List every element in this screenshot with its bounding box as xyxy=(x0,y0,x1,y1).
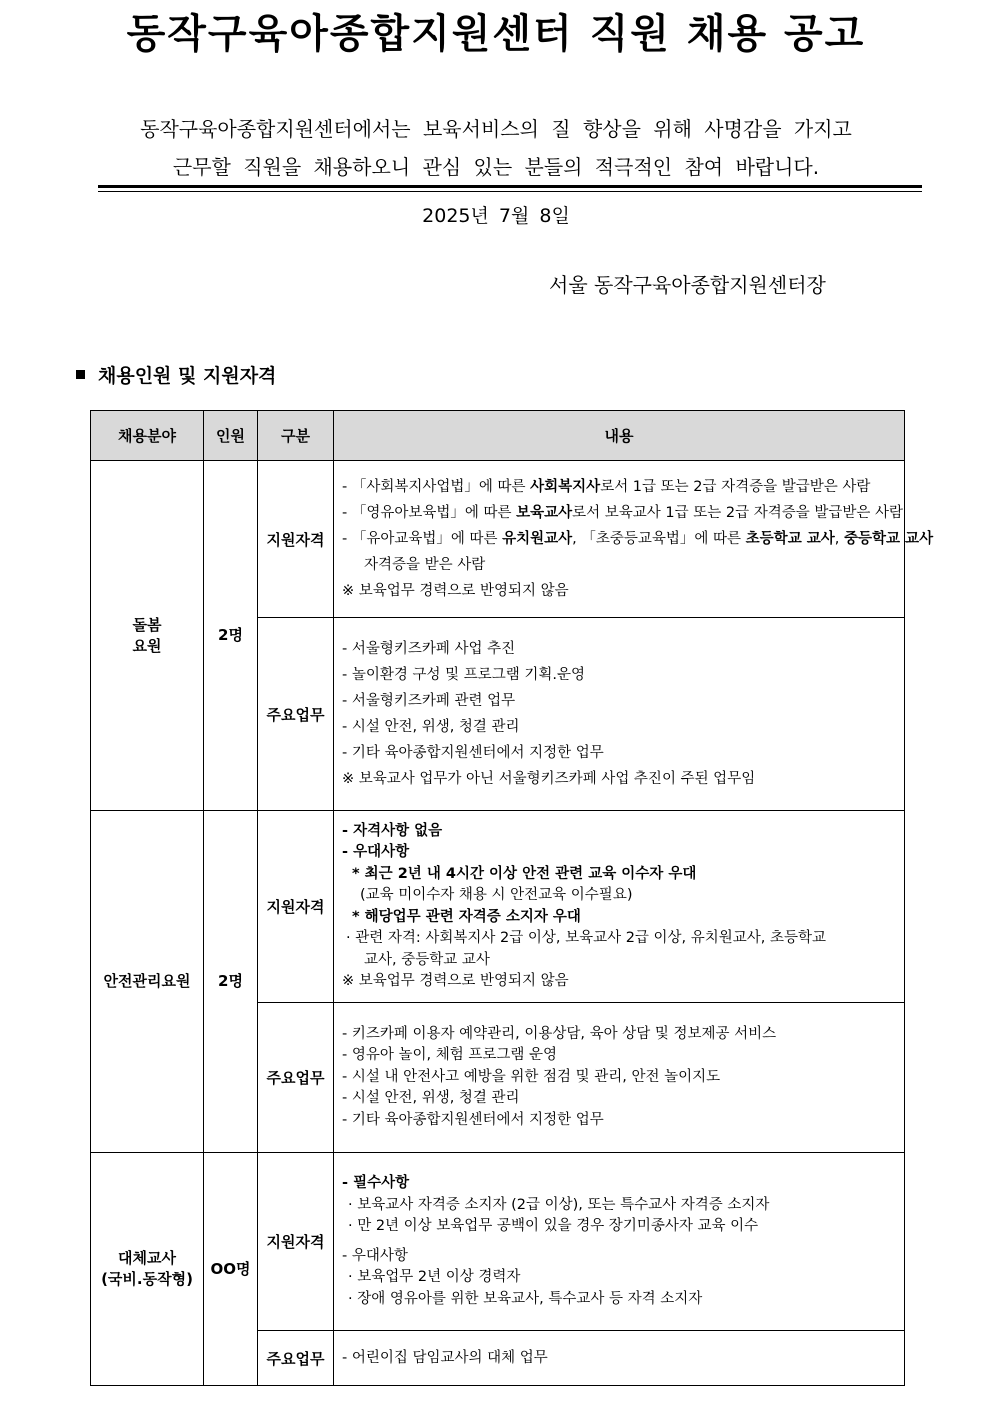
divider-thin xyxy=(98,191,922,192)
duties-content xyxy=(334,618,905,811)
category-cell: 주요업무 xyxy=(258,1331,334,1386)
square-bullet-icon xyxy=(76,370,85,379)
table-header-row xyxy=(91,411,905,461)
header-count: 인원 xyxy=(204,411,258,461)
category-cell: 주요업무 xyxy=(258,1003,334,1153)
intro-line-2: 근무할 직원을 채용하오니 관심 있는 분들의 적극적인 참여 바랍니다. xyxy=(172,155,820,179)
signer: 서울 동작구육아종합지원센터장 xyxy=(549,273,826,297)
header-category: 구분 xyxy=(258,411,334,461)
category-cell: 주요업무 xyxy=(258,618,334,811)
header-field: 채용분야 xyxy=(91,411,204,461)
field-cell: 대체교사 (국비.동작형) xyxy=(91,1153,204,1386)
category-cell: 지원자격 xyxy=(258,461,334,618)
table-row xyxy=(91,811,905,1003)
list-item: - 기타 육아종합지원센터에서 지정한 업무 xyxy=(342,1111,604,1128)
section-title: 채용인원 및 지원자격 xyxy=(98,365,277,387)
table-row xyxy=(91,461,905,618)
list-item: - 시설 안전, 위생, 청결 관리 xyxy=(342,1090,520,1107)
list-item: - 기타 육아종합지원센터에서 지정한 업무 xyxy=(342,745,604,761)
count-cell: 2명 xyxy=(204,811,258,1153)
page-title: 동작구육아종합지원센터 직원 채용 공고 xyxy=(126,11,866,57)
recruitment-table xyxy=(90,410,934,1386)
field-cell: 안전관리요원 xyxy=(91,811,204,1153)
section-heading xyxy=(76,362,276,390)
announcement-date: 2025년 7월 8일 xyxy=(422,205,570,227)
field-cell: 돌봄 요원 xyxy=(91,461,204,811)
list-item: - 시설 내 안전사고 예방을 위한 점검 및 관리, 안전 놀이지도 xyxy=(342,1068,721,1085)
count-cell: OO명 xyxy=(204,1153,258,1386)
list-item: - 서울형키즈카페 관련 업무 xyxy=(342,693,516,709)
duties-content xyxy=(334,1331,905,1386)
qualification-content: - 필수사항 · 보육교사 자격증 소지자 (2급 이상), 또는 특수교사 자격증 소지자 · 만 2년 이상 보육업무 공백이 있을 경우 장기미종사자 교육 이수 - 우대사항 · 보육업무 2년 이상 경력자 · 장애 영유아를 위한 보육교사, 특수교사 등 자격 소지자 xyxy=(334,1153,905,1331)
list-item: - 시설 안전, 위생, 청결 관리 xyxy=(342,719,520,735)
list-item: - 서울형키즈카페 사업 추진 xyxy=(342,641,516,657)
intro-text xyxy=(0,110,992,186)
list-item: - 키즈카페 이용자 예약관리, 이용상담, 육아 상담 및 정보제공 서비스 xyxy=(342,1025,777,1042)
category-cell: 지원자격 xyxy=(258,1153,334,1331)
list-item: - 놀이환경 구성 및 프로그램 기획.운영 xyxy=(342,667,585,683)
duties-content xyxy=(334,1003,905,1153)
qualification-content: - 자격사항 없음 - 우대사항 * 최근 2년 내 4시간 이상 안전 관련 교육 이수자 우대 (교육 미이수자 채용 시 안전교육 이수필요) * 해당업무 관련 자격증 소지자 우대 · 관련 자격: 사회복지사 2급 이상, 보육교사 2급 이상, 유치원교사, 초등학교 교사, 중등학교 교사 ※ 보육업무 경력으로 반영되지 않음 xyxy=(334,811,905,1003)
list-item: - 어린이집 담임교사의 대체 업무 xyxy=(342,1350,548,1366)
intro-line-1: 동작구육아종합지원센터에서는 보육서비스의 질 향상을 위해 사명감을 가지고 xyxy=(140,117,852,141)
header-content: 내용 xyxy=(334,411,905,461)
list-item: ※ 보육교사 업무가 아닌 서울형키즈카페 사업 추진이 주된 업무임 xyxy=(342,771,756,787)
qualification-content: - 「사회복지사업법」에 따른 사회복지사로서 1급 또는 2급 자격증을 발급받은 사람 - 「영유아보육법」에 따른 보육교사로서 보육교사 1급 또는 2급 자격증을 발급받은 사람 - 「유아교육법」에 따른 유치원교사, 「초중등교육법」에 따른 초등학교 교사, 중등학교 교사 자격증을 받은 사람 ※ 보육업무 경력으로 반영되지 않음 xyxy=(334,461,905,618)
table-row xyxy=(91,1153,905,1331)
category-cell: 지원자격 xyxy=(258,811,334,1003)
divider-thick xyxy=(98,185,922,188)
list-item: - 영유아 놀이, 체험 프로그램 운영 xyxy=(342,1047,557,1064)
count-cell: 2명 xyxy=(204,461,258,811)
